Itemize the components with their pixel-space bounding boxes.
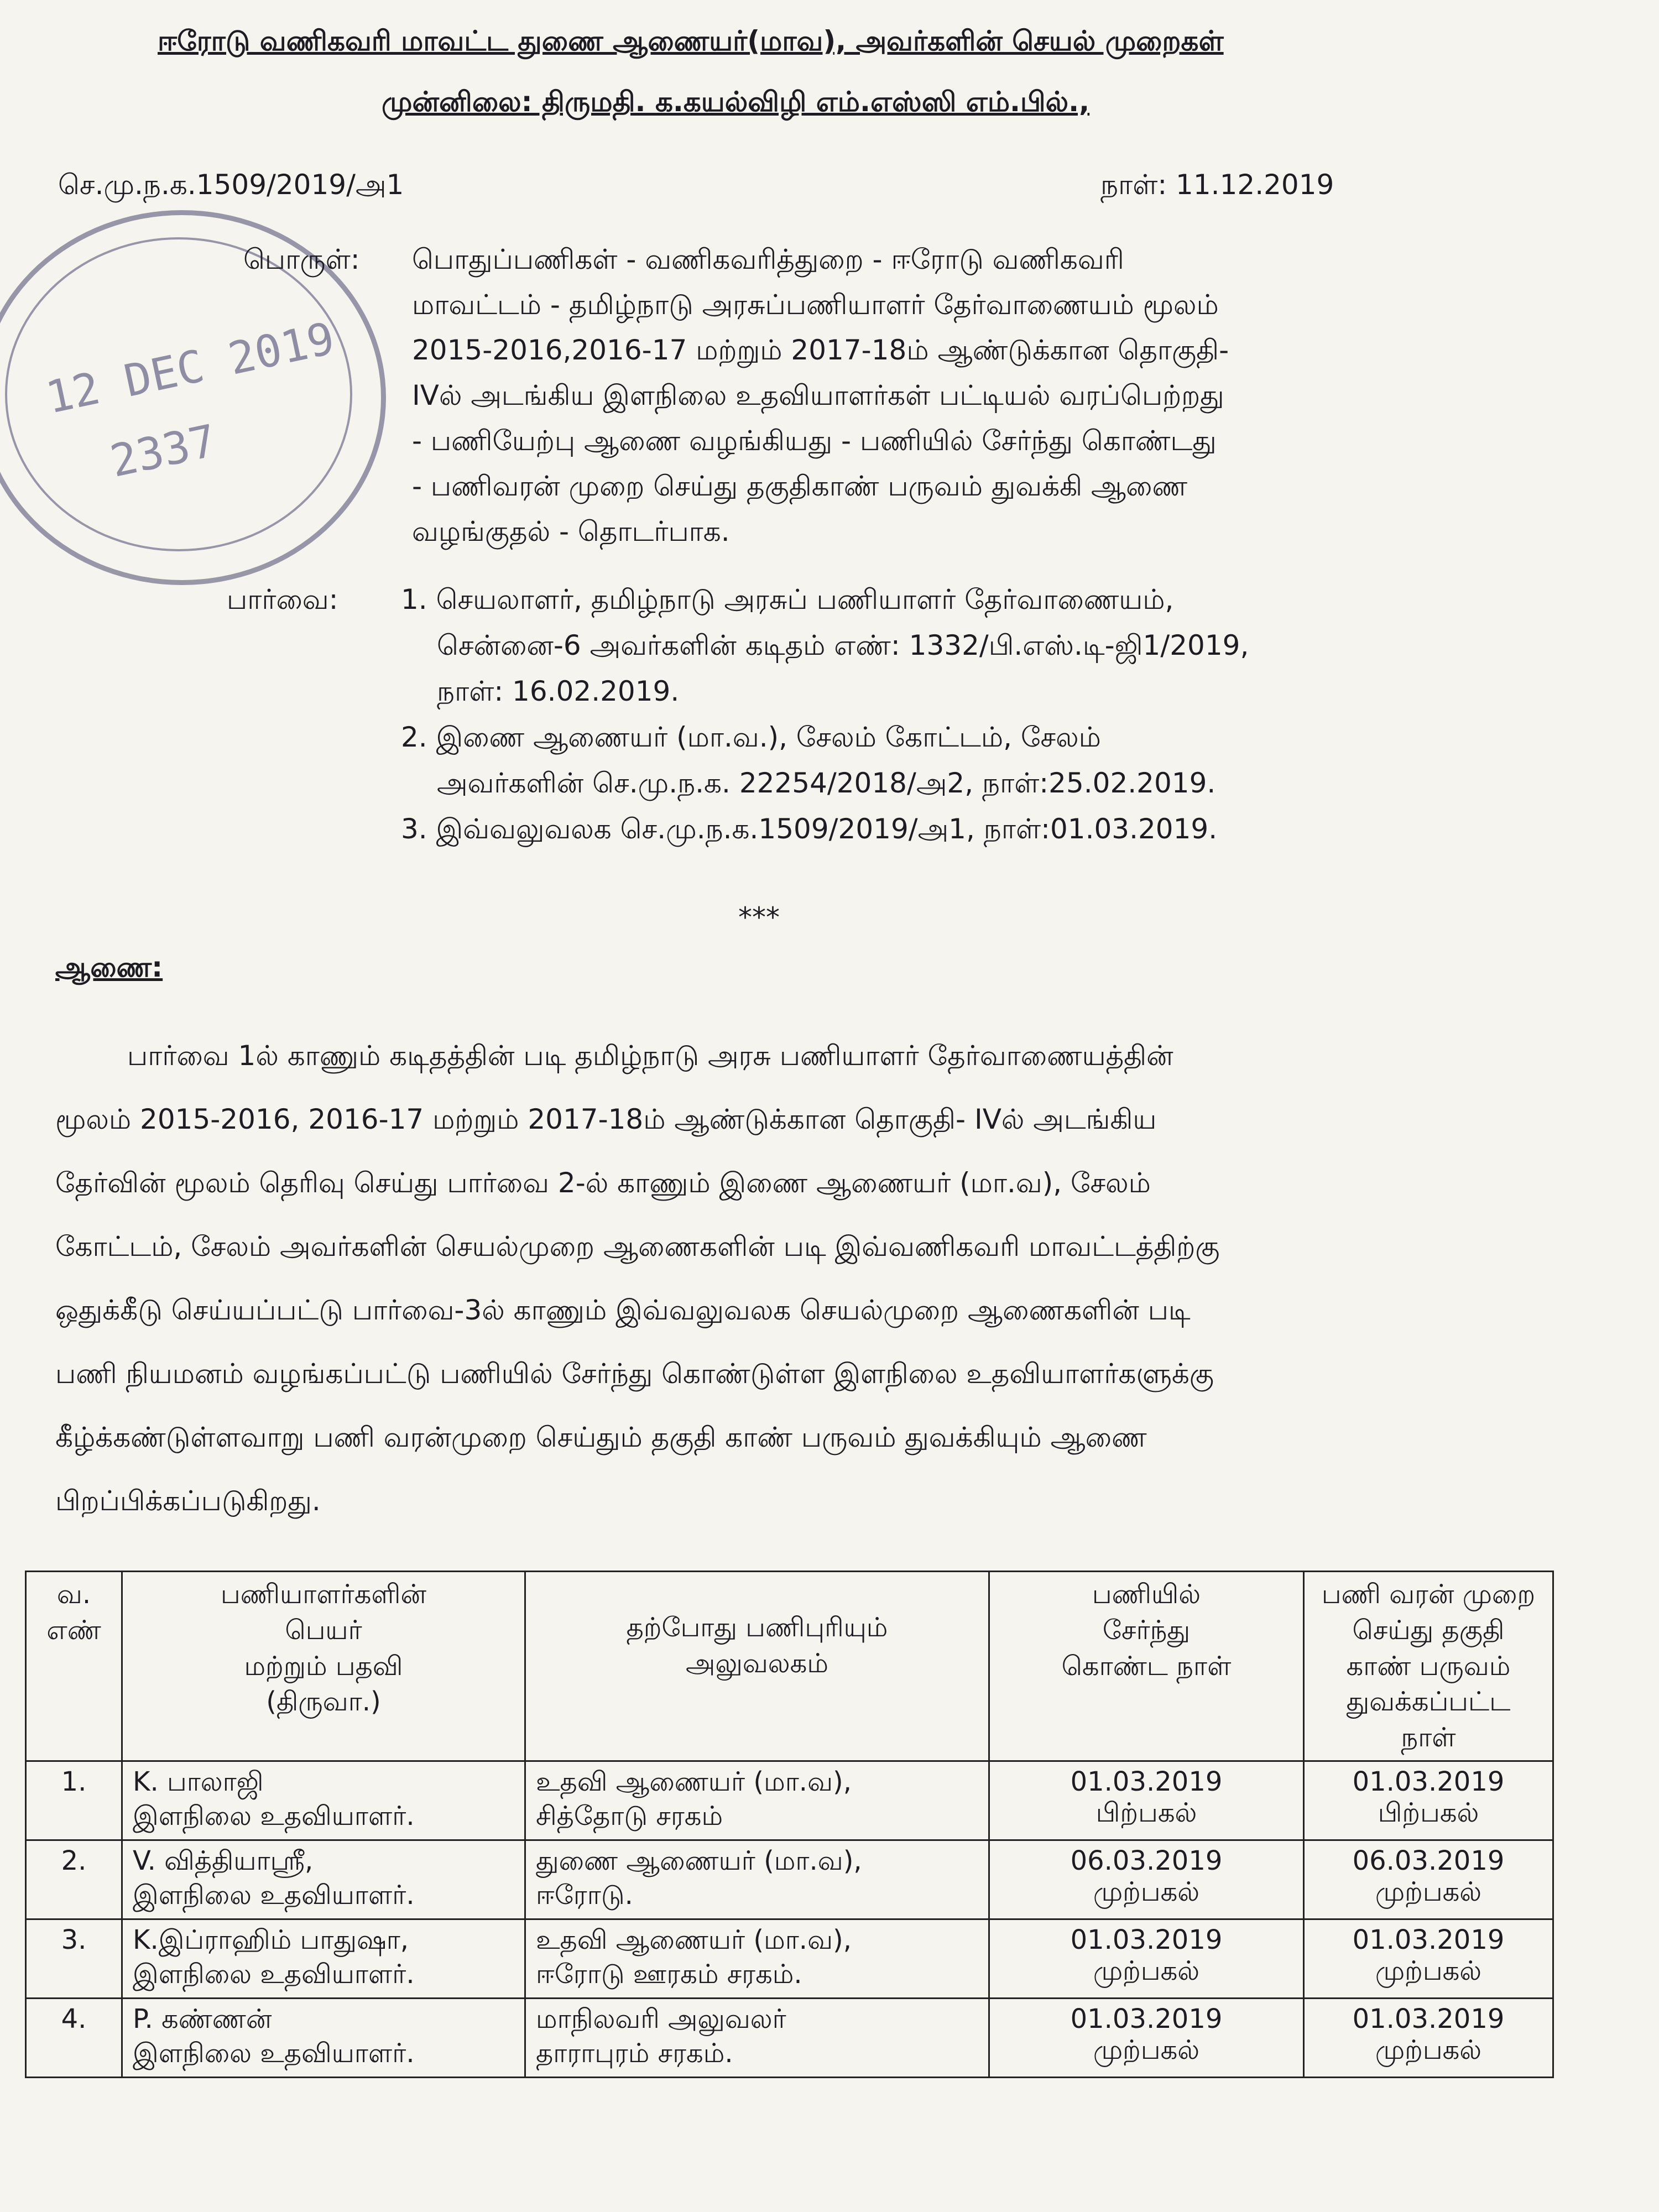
cell-name [122, 1761, 525, 1840]
order-line: கீழ்க்கண்டுள்ளவாறு பணி வரன்முறை செய்தும் தகுதி காண் பருவம் துவக்கியும் ஆணை [55, 1421, 1147, 1453]
office-line: உதவி ஆணையர் (மா.வ), [536, 1766, 852, 1797]
cell-probation [1304, 1919, 1553, 1998]
reference-line: நாள்: 16.02.2019. [437, 675, 680, 707]
cell-office [525, 1761, 989, 1840]
order-line: ஒதுக்கீடு செய்யப்பட்டு பார்வை-3ல் காணும் இவ்வலுவலக செயல்முறை ஆணைகளின் படி [55, 1294, 1191, 1326]
stamp-date: 12 DEC 2019 [41, 312, 339, 424]
reference-line: 2. இணை ஆணையர் (மா.வ.), சேலம் கோட்டம், சேலம் [401, 721, 1101, 753]
joined-session: முற்பகல் [1093, 1876, 1200, 1907]
header-line: நாள் [1401, 1722, 1456, 1754]
office-line: சித்தோடு சரகம் [536, 1800, 723, 1832]
staff-name: P. கண்ணன் [133, 2003, 272, 2034]
joined-session: முற்பகல் [1093, 1955, 1200, 1986]
cell-name [122, 1840, 525, 1919]
staff-post: இளநிலை உதவியாளர். [133, 1958, 415, 1990]
cell-joined [989, 1840, 1304, 1919]
table-row [26, 1761, 1553, 1840]
cell-name [122, 1919, 525, 1998]
order-heading: ஆணை: [55, 951, 163, 983]
stamp-number: 2337 [106, 414, 221, 488]
order-line: பணி நியமனம் வழங்கப்பட்டு பணியில் சேர்ந்து கொண்டுள்ள இளநிலை உதவியாளர்களுக்கு [55, 1358, 1214, 1390]
header-line: அலுவலகம் [686, 1647, 828, 1679]
office-line: மாநிலவரி அலுவலர் [536, 2003, 786, 2034]
references-label: பார்வை: [227, 583, 338, 615]
joined-session: பிற்பகல் [1095, 1797, 1197, 1828]
cell-sno: 2. [26, 1840, 122, 1919]
header-line: வ. [56, 1579, 91, 1610]
col-header-sno [26, 1572, 122, 1761]
probation-date: 06.03.2019 [1352, 1845, 1505, 1876]
subject-line: IVல் அடங்கிய இளநிலை உதவியாளர்கள் பட்டியல் வரப்பெற்றது [412, 379, 1224, 411]
header-line: எண் [46, 1614, 101, 1646]
col-header-name [122, 1572, 525, 1761]
col-header-probation [1304, 1572, 1553, 1761]
staff-post: இளநிலை உதவியாளர். [133, 1800, 415, 1832]
probation-date: 01.03.2019 [1352, 1766, 1505, 1797]
cell-name [122, 1998, 525, 2077]
header-line: (திருவா.) [266, 1686, 381, 1718]
table-row [26, 1919, 1553, 1998]
cell-probation [1304, 1998, 1553, 2077]
probation-date: 01.03.2019 [1352, 2003, 1505, 2034]
header-line: கொண்ட நாள் [1061, 1650, 1232, 1682]
cell-sno: 3. [26, 1919, 122, 1998]
joined-session: முற்பகல் [1093, 2034, 1200, 2065]
office-line: ஈரோடு ஊரகம் சரகம். [536, 1958, 802, 1990]
cell-sno: 4. [26, 1998, 122, 2077]
probation-session: முற்பகல் [1375, 1876, 1482, 1907]
staff-name: K. பாலாஜி [133, 1766, 264, 1797]
col-header-joined [989, 1572, 1304, 1761]
header-line: காண் பருவம் [1346, 1650, 1511, 1682]
joined-date: 01.03.2019 [1070, 2003, 1223, 2034]
subject-line: - பணிவரன் முறை செய்து தகுதிகாண் பருவம் துவக்கி ஆணை [412, 470, 1188, 502]
header-line: பணியில் [1092, 1579, 1201, 1610]
staff-name: V. வித்தியாஸ்ரீ, [133, 1845, 314, 1876]
joined-date: 01.03.2019 [1070, 1766, 1223, 1797]
order-line: மூலம் 2015-2016, 2016-17 மற்றும் 2017-18ம் ஆண்டுக்கான தொகுதி- IVல் அடங்கிய [55, 1103, 1157, 1135]
subject-line: பொதுப்பணிகள் - வணிகவரித்துறை - ஈரோடு வணிகவரி [412, 243, 1124, 275]
reference-date: நாள்: 11.12.2019 [1100, 169, 1334, 201]
header-line: செய்து தகுதி [1352, 1614, 1505, 1646]
header-line: பணி வரன் முறை [1321, 1579, 1536, 1610]
cell-office [525, 1840, 989, 1919]
table-row [26, 1840, 1553, 1919]
probation-session: முற்பகல் [1375, 2034, 1482, 2065]
probation-session: முற்பகல் [1375, 1955, 1482, 1986]
staff-post: இளநிலை உதவியாளர். [133, 2037, 415, 2069]
reference-line: 1. செயலாளர், தமிழ்நாடு அரசுப் பணியாளர் தேர்வாணையம், [401, 583, 1174, 615]
order-line: தேர்வின் மூலம் தெரிவு செய்து பார்வை 2-ல் காணும் இணை ஆணையர் (மா.வ), சேலம் [55, 1167, 1151, 1199]
joined-date: 01.03.2019 [1070, 1924, 1223, 1955]
document-title: ஈரோடு வணிகவரி மாவட்ட துணை ஆணையர்(மாவ), அவர்களின் செயல் முறைகள் [158, 25, 1224, 57]
cell-joined [989, 1761, 1304, 1840]
header-line: மற்றும் பதவி [244, 1650, 403, 1682]
probation-date: 01.03.2019 [1352, 1924, 1505, 1955]
reference-number: செ.மு.ந.க.1509/2019/அ1 [58, 169, 404, 201]
subject-label: பொருள்: [243, 243, 360, 275]
reference-line: அவர்களின் செ.மு.ந.க. 22254/2018/அ2, நாள்:25.02.2019. [437, 767, 1216, 799]
office-line: தாராபுரம் சரகம். [536, 2037, 733, 2069]
subject-line: - பணியேற்பு ஆணை வழங்கியது - பணியில் சேர்ந்து கொண்டது [412, 425, 1217, 457]
header-line: சேர்ந்து [1102, 1614, 1191, 1646]
section-separator: *** [738, 901, 780, 933]
cell-office [525, 1919, 989, 1998]
table-header-row [26, 1572, 1553, 1761]
staff-post: இளநிலை உதவியாளர். [133, 1879, 415, 1911]
staff-table [25, 1571, 1554, 2078]
subject-line: மாவட்டம் - தமிழ்நாடு அரசுப்பணியாளர் தேர்வாணையம் மூலம் [412, 289, 1219, 321]
col-header-office [525, 1572, 989, 1761]
joined-date: 06.03.2019 [1070, 1845, 1223, 1876]
header-line: பணியாளர்களின் [220, 1579, 427, 1610]
cell-probation [1304, 1761, 1553, 1840]
header-line: தற்போது பணிபுரியும் [626, 1612, 888, 1643]
reference-line: 3. இவ்வலுவலக செ.மு.ந.க.1509/2019/அ1, நாள்:01.03.2019. [401, 813, 1218, 845]
header-line: பெயர் [285, 1614, 362, 1646]
office-line: உதவி ஆணையர் (மா.வ), [536, 1924, 852, 1955]
reference-line: சென்னை-6 அவர்களின் கடிதம் எண்: 1332/பி.எஸ்.டி-ஜி1/2019, [437, 629, 1249, 661]
cell-joined [989, 1998, 1304, 2077]
cell-office [525, 1998, 989, 2077]
subject-line: 2015-2016,2016-17 மற்றும் 2017-18ம் ஆண்டுக்கான தொகுதி- [412, 334, 1229, 366]
probation-session: பிற்பகல் [1378, 1797, 1479, 1828]
subject-line: வழங்குதல் - தொடர்பாக. [412, 515, 730, 547]
presence-line: முன்னிலை: திருமதி. க.கயல்விழி எம்.எஸ்ஸி எம்.பில்., [382, 86, 1090, 118]
order-line: கோட்டம், சேலம் அவர்களின் செயல்முறை ஆணைகளின் படி இவ்வணிகவரி மாவட்டத்திற்கு [55, 1230, 1220, 1262]
staff-name: K.இப்ராஹிம் பாதுஷா, [133, 1924, 409, 1955]
order-line: பார்வை 1ல் காணும் கடிதத்தின் படி தமிழ்நாடு அரசு பணியாளர் தேர்வாணையத்தின் [127, 1040, 1173, 1072]
office-line: ஈரோடு. [536, 1879, 633, 1911]
cell-sno: 1. [26, 1761, 122, 1840]
header-line: துவக்கப்பட்ட [1346, 1686, 1511, 1718]
order-line: பிறப்பிக்கப்படுகிறது. [55, 1485, 321, 1517]
table-row [26, 1998, 1553, 2077]
office-line: துணை ஆணையர் (மா.வ), [536, 1845, 862, 1876]
cell-joined [989, 1919, 1304, 1998]
cell-probation [1304, 1840, 1553, 1919]
